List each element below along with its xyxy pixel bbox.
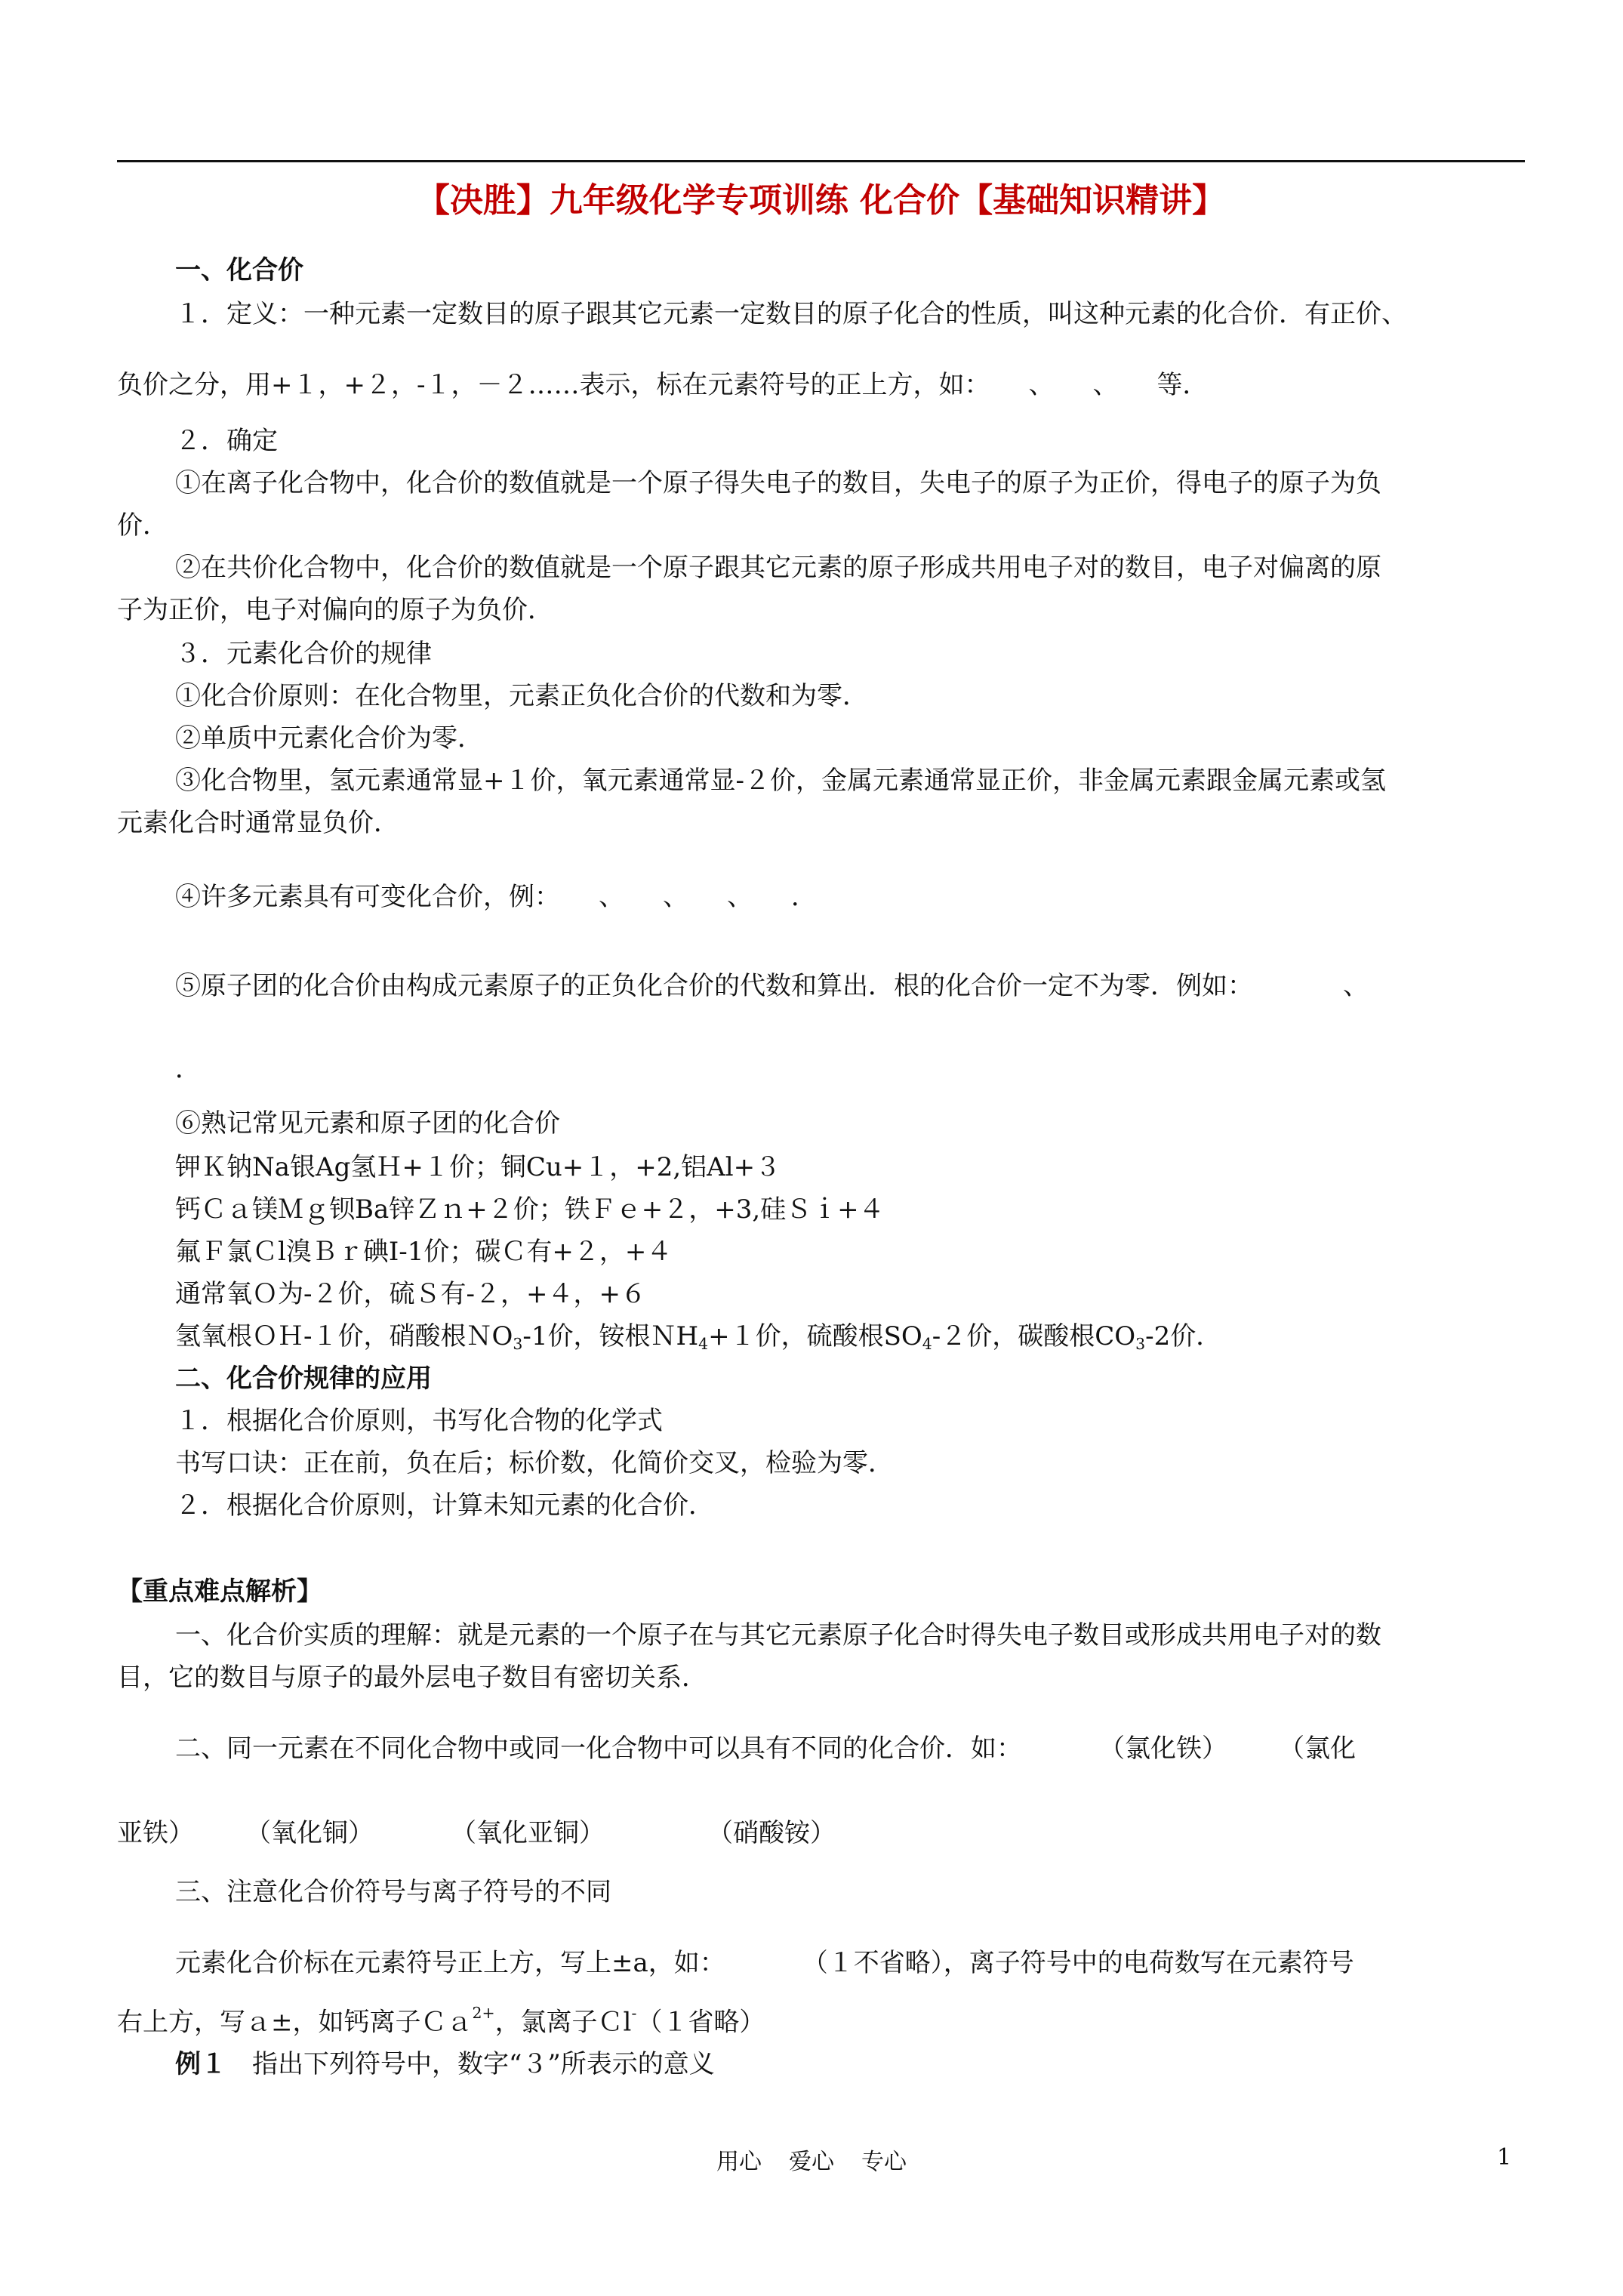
- paragraph-line: ２．确定: [175, 426, 278, 456]
- example-line: [175, 2049, 715, 2080]
- page-number: 1: [1497, 2144, 1512, 2171]
- text-run: +１价，硫酸根SO: [708, 1321, 922, 1351]
- paragraph-line: １．根据化合价原则，书写化合物的化学式: [175, 1406, 663, 1436]
- paragraph-line: ．: [175, 1054, 201, 1084]
- superscript: -: [631, 2004, 637, 2022]
- paragraph-line: 三、注意化合价符号与离子符号的不同: [175, 1877, 611, 1907]
- paragraph-line: 元素化合价标在元素符号正上方，写上±a，如： （１不省略），离子符号中的电荷数写在元素符号: [175, 1948, 1354, 1978]
- footer-word: 用心: [716, 2149, 762, 2175]
- paragraph-line: ２．根据化合价原则，计算未知元素的化合价．: [175, 1490, 714, 1521]
- text-run: 氢氧根ＯＨ-１价，硝酸根ＮO: [175, 1321, 513, 1351]
- paragraph-line: 元素化合时通常显负价．: [117, 808, 399, 838]
- paragraph-line: 亚铁） （氧化铜） （氧化亚铜） （硝酸铵）: [117, 1818, 836, 1848]
- paragraph-line: ①化合价原则：在化合物里，元素正负化合价的代数和为零．: [175, 681, 868, 711]
- paragraph-line: [175, 1321, 1221, 1354]
- paragraph-line: ３．元素化合价的规律: [175, 639, 432, 669]
- paragraph-line: ⑤原子团的化合价由构成元素原子的正负化合价的代数和算出．根的化合价一定不为零．例如： 、: [175, 971, 1369, 1001]
- footer-word: 爱心: [789, 2149, 834, 2175]
- paragraph-line: 氟Ｆ氯Ｃl溴Ｂｒ碘I-1价；碳Ｃ有+２，+４: [175, 1237, 673, 1267]
- example-text: 指出下列符号中，数字“３”所表示的意义: [226, 2049, 715, 2079]
- subscript: 3: [513, 1335, 523, 1354]
- footer-word: 专心: [861, 2149, 907, 2175]
- subscript: 3: [1135, 1335, 1146, 1354]
- section-heading: 一、化合价: [175, 255, 303, 285]
- paragraph-line: 钾Ｋ钠Na银Ag氢Ｈ+１价；铜Cu+１，+2,铝Al+３: [175, 1152, 781, 1182]
- section-heading: 二、化合价规律的应用: [175, 1364, 432, 1394]
- paragraph-line: １．定义：一种元素一定数目的原子跟其它元素一定数目的原子化合的性质，叫这种元素的化合价．有正价、: [175, 299, 1407, 329]
- text-run: ，氯离子Ｃl: [494, 2007, 632, 2038]
- paragraph-line: 子为正价，电子对偏向的原子为负价．: [117, 595, 553, 625]
- paragraph-line: 一、化合价实质的理解：就是元素的一个原子在与其它元素原子化合时得失电子数目或形成共用电子对的数: [175, 1620, 1381, 1650]
- text-run: （１省略）: [636, 2007, 765, 2038]
- superscript: 2+: [472, 2004, 495, 2022]
- subscript: 4: [922, 1335, 932, 1354]
- example-label: 例１: [175, 2049, 226, 2079]
- text-run: 右上方，写ａ±，如钙离子Ｃａ: [117, 2007, 473, 2038]
- page-footer: [0, 2143, 1623, 2176]
- text-run: -1价，铵根ＮH: [522, 1321, 699, 1351]
- paragraph-line: 钙Ｃａ镁Ｍｇ钡Ba锌Ｚｎ+２价；铁Ｆｅ+２，+3,硅Ｓｉ+４: [175, 1194, 885, 1225]
- paragraph-line: 价．: [117, 510, 168, 541]
- document-title: 【决胜】九年级化学专项训练 化合价【基础知识精讲】: [416, 181, 1226, 220]
- text-run: -２价，碳酸根CO: [932, 1321, 1136, 1351]
- subscript: 4: [698, 1335, 709, 1354]
- paragraph-line: ④许多元素具有可变化合价，例： 、 、 、 ．: [175, 882, 817, 912]
- paragraph-line: ②单质中元素化合价为零．: [175, 723, 483, 754]
- paragraph-line: [117, 2004, 765, 2038]
- paragraph-line: 二、同一元素在不同化合物中或同一化合物中可以具有不同的化合价．如： （氯化铁） （氯化: [175, 1734, 1356, 1764]
- paragraph-line: ②在共价化合物中，化合价的数值就是一个原子跟其它元素的原子形成共用电子对的数目，电子对偏离的原: [175, 553, 1381, 583]
- paragraph-line: ⑥熟记常见元素和原子团的化合价: [175, 1108, 560, 1139]
- text-run: -2价．: [1145, 1321, 1222, 1351]
- paragraph-line: ③化合物里，氢元素通常显+１价，氧元素通常显-２价，金属元素通常显正价，非金属元素跟金属元素或氢: [175, 766, 1386, 796]
- paragraph-line: 目，它的数目与原子的最外层电子数目有密切关系．: [117, 1663, 707, 1693]
- header-rule: [117, 160, 1525, 162]
- paragraph-line: 负价之分，用+１，+２，-１，－２……表示，标在元素符号的正上方，如： 、 、 等．: [117, 370, 1209, 400]
- paragraph-line: 书写口诀：正在前，负在后；标价数，化简价交叉，检验为零．: [175, 1448, 894, 1478]
- section-heading: 【重点难点解析】: [117, 1576, 322, 1607]
- paragraph-line: ①在离子化合物中，化合价的数值就是一个原子得失电子的数目，失电子的原子为正价，得电子的原子为负: [175, 468, 1381, 498]
- paragraph-line: 通常氧Ｏ为-２价，硫Ｓ有-２，+４，+６: [175, 1279, 646, 1309]
